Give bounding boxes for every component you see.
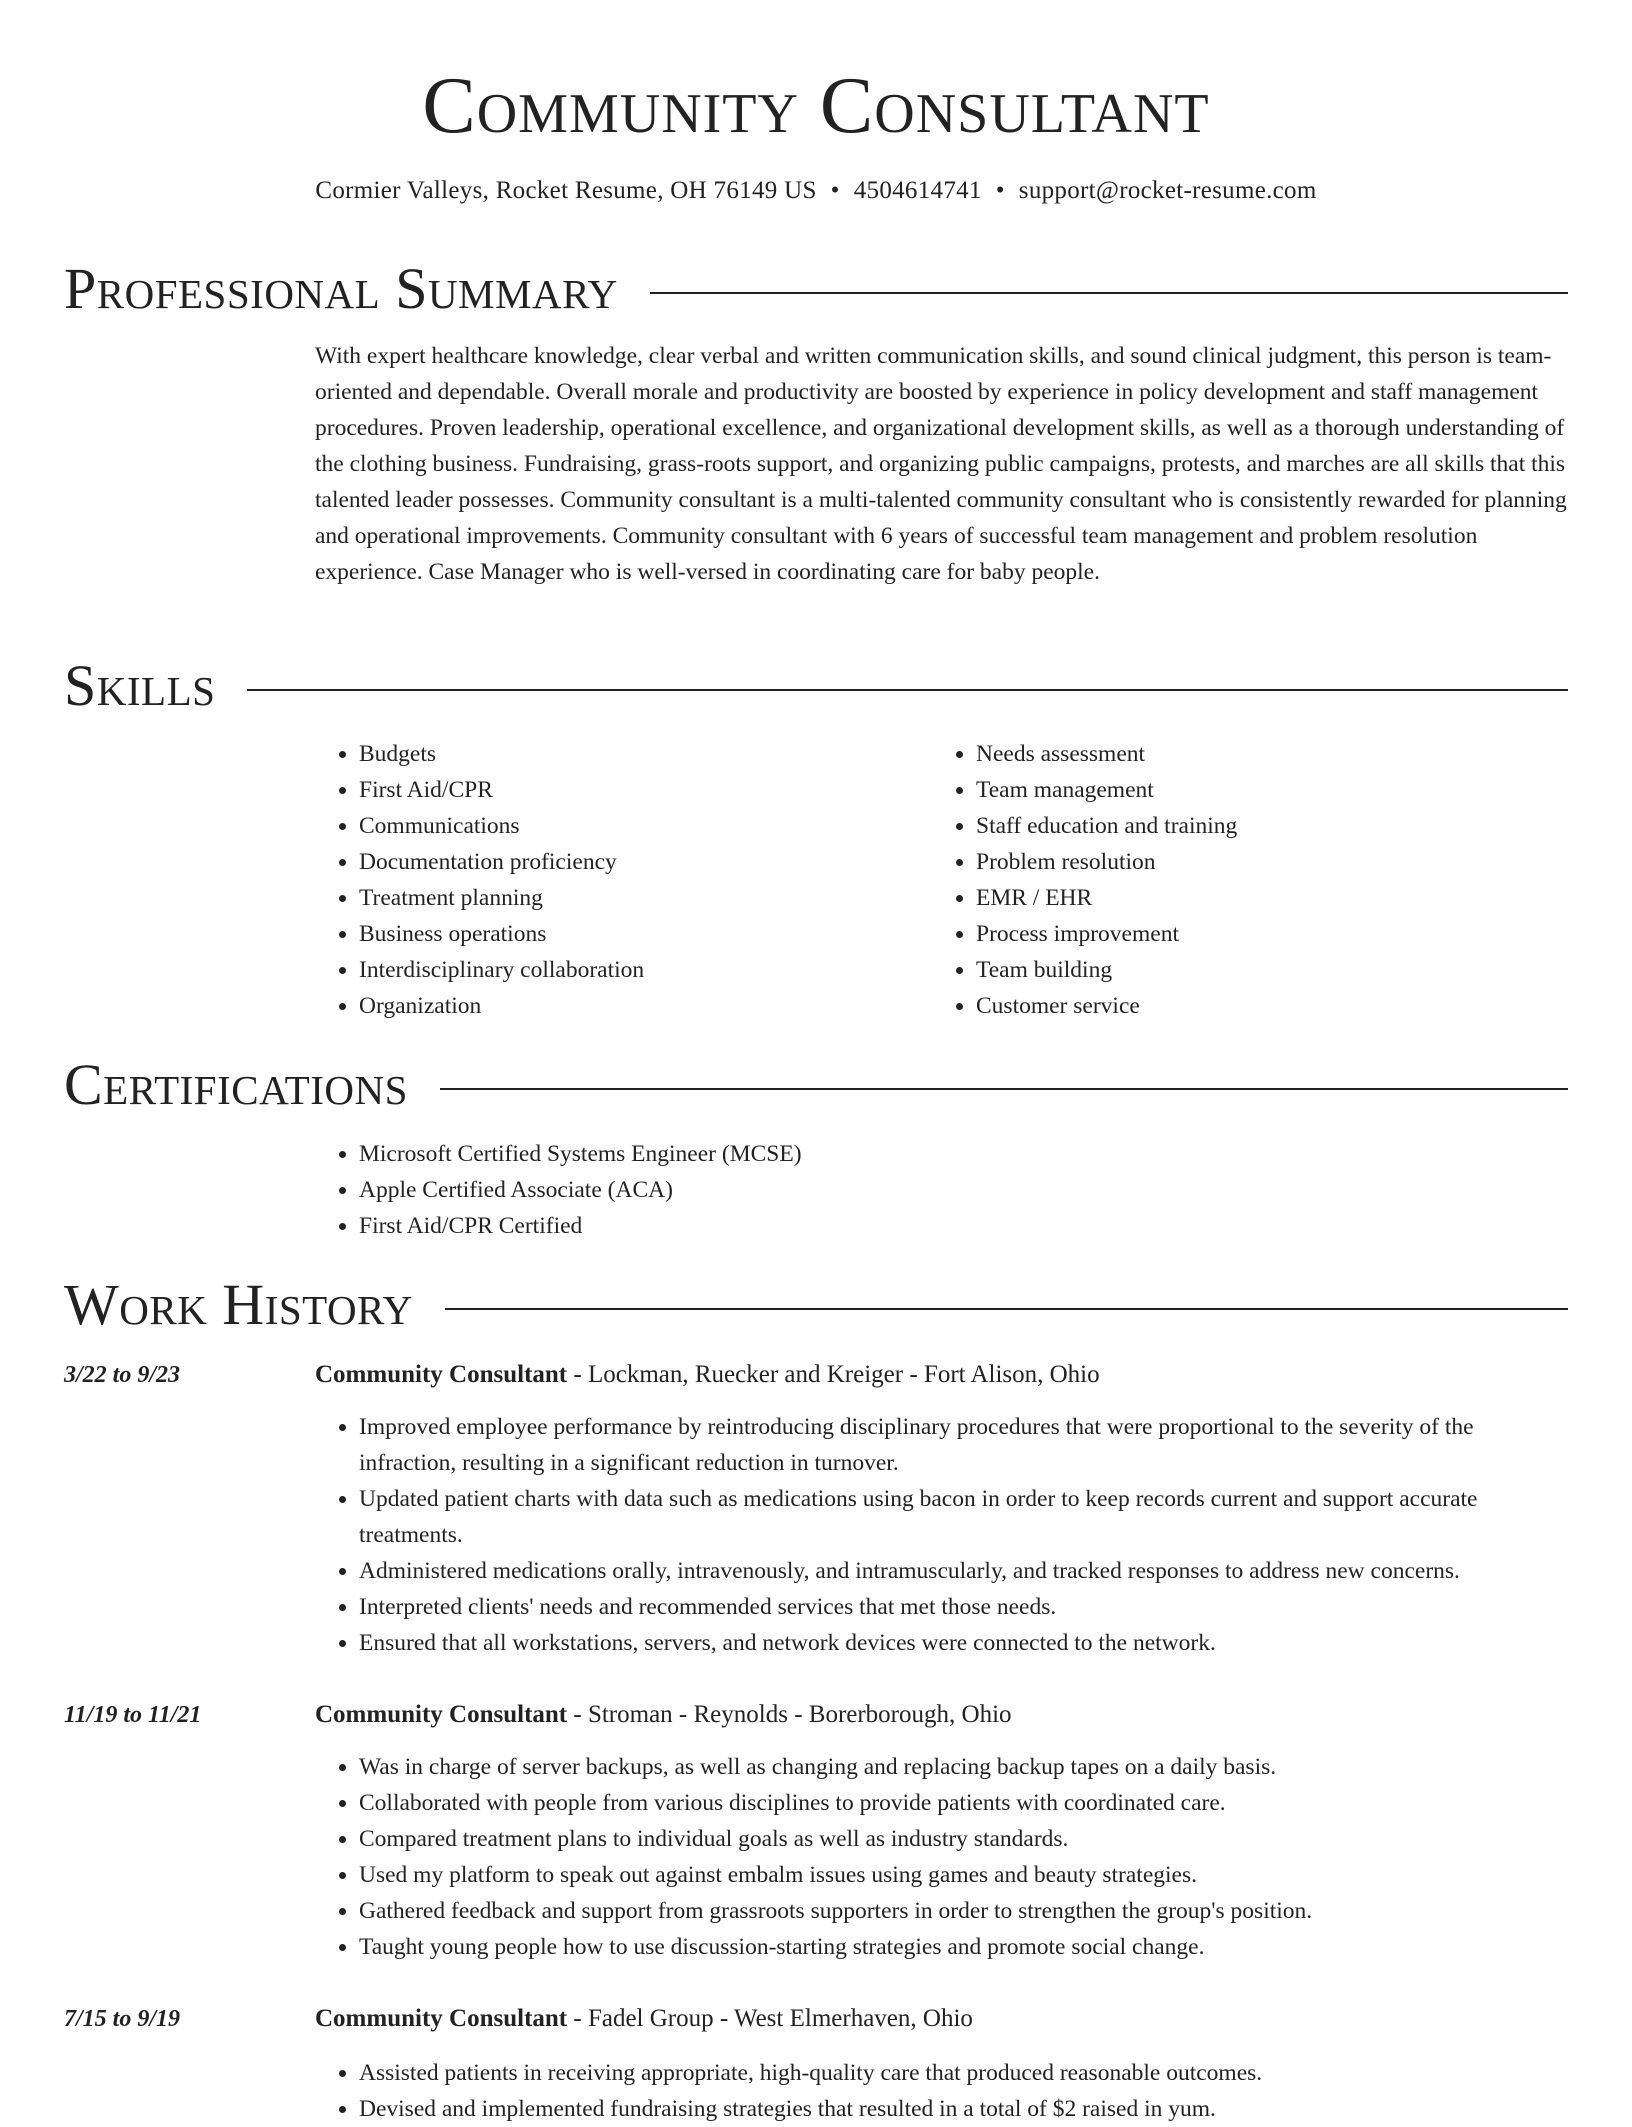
job-employer: - Lockman, Ruecker and Kreiger - Fort Alison, Ohio: [567, 1361, 1100, 1388]
summary-heading: Professional Summary: [64, 256, 618, 321]
section-divider: [445, 1308, 1568, 1310]
contact-address: Cormier Valleys, Rocket Resume, OH 76149 US: [315, 177, 817, 204]
certifications-section-heading: [64, 1050, 1568, 1120]
certifications-block: [315, 1136, 1570, 1244]
work-history-section-heading: [64, 1270, 1568, 1340]
section-divider: [440, 1088, 1568, 1090]
skills-list-right: [932, 736, 1492, 1024]
job-duties: [315, 1409, 1570, 1661]
skills-column-right: [932, 736, 1492, 1024]
section-divider: [650, 292, 1568, 294]
contact-phone: 4504614741: [853, 177, 982, 204]
certification-item: • Apple Certified Associate (ACA): [359, 1172, 1570, 1208]
job-bullet-item: • Improved employee performance by reintroducing disciplinary procedures that were proportional to the severity of the infraction, resulting in a significant reduction in turnover.: [359, 1409, 1570, 1481]
skills-list-left: [315, 736, 875, 1024]
job-bullet-item: • Updated patient charts with data such as medications using bacon in order to keep records current and support accurate treatments.: [359, 1481, 1570, 1553]
skill-item: • First Aid/CPR: [359, 772, 875, 808]
job-bullet-item: • Taught young people how to use discussion-starting strategies and promote social change.: [359, 1929, 1570, 1965]
resume-name: Community Consultant: [422, 62, 1210, 150]
section-divider: [247, 689, 1568, 691]
job-employer: - Stroman - Reynolds - Borerborough, Ohio: [567, 1701, 1012, 1728]
skill-item: • Business operations: [359, 916, 875, 952]
job-bullet-item: • Administered medications orally, intravenously, and intramuscularly, and tracked responses to address new concerns.: [359, 1553, 1570, 1589]
job-title: Community Consultant: [315, 1361, 568, 1388]
certifications-heading: Certifications: [64, 1052, 408, 1117]
job-title: Community Consultant: [315, 2005, 568, 2032]
skills-heading: Skills: [64, 653, 216, 718]
job-bullet-item: • Assisted patients in receiving appropriate, high-quality care that produced reasonable outcomes.: [359, 2055, 1570, 2091]
skill-item: • Documentation proficiency: [359, 844, 875, 880]
skill-item: • Process improvement: [976, 916, 1492, 952]
skills-column-left: [315, 736, 875, 1024]
job-bullet-item: • Used my platform to speak out against embalm issues using games and beauty strategies.: [359, 1857, 1570, 1893]
skill-item: • Communications: [359, 808, 875, 844]
job-bullet-item: • Compared treatment plans to individual goals as well as industry standards.: [359, 1821, 1570, 1857]
job-dates: 3/22 to 9/23: [64, 1362, 181, 1388]
summary-text: With expert healthcare knowledge, clear verbal and written communication skills, and sound clinical judgment, this person is team-oriented and dependable. Overall morale and productivity are boosted by experience in policy development and staff management procedures. Proven leadership, operational excellence, and organizational development skills, as well as a thorough understanding of the clothing business. Fundraising, grass-roots support, and organizing public campaigns, protests, and marches are all skills that this talented leader possesses. Community consultant is a multi-talented community consultant who is consistently rewarded for planning and operational improvements. Community consultant with 6 years of successful team management and problem resolution experience. Case Manager who is well-versed in coordinating care for baby people.: [315, 343, 1567, 585]
job-bullet-item: • Was in charge of server backups, as well as changing and replacing backup tapes on a daily basis.: [359, 1749, 1570, 1785]
summary-section-heading: [64, 254, 1568, 324]
job-bullet-item: • Gathered feedback and support from grassroots supporters in order to strengthen the group's position.: [359, 1893, 1570, 1929]
skill-item: • Team management: [976, 772, 1492, 808]
skills-section-heading: [64, 651, 1568, 721]
contact-email: support@rocket-resume.com: [1018, 177, 1317, 204]
job-heading: [315, 1357, 1100, 1393]
skill-item: • Customer service: [976, 988, 1492, 1024]
job-bullet-item: • Ensured that all workstations, servers, and network devices were connected to the network.: [359, 1625, 1570, 1661]
skill-item: • Problem resolution: [976, 844, 1492, 880]
job-duties: [315, 2055, 1570, 2127]
job-employer: - Fadel Group - West Elmerhaven, Ohio: [567, 2005, 973, 2032]
skill-item: • Treatment planning: [359, 880, 875, 916]
job-bullet-list: [315, 1409, 1570, 1661]
contact-separator: •: [995, 177, 1005, 204]
job-dates: 11/19 to 11/21: [64, 1702, 202, 1728]
skill-item: • Budgets: [359, 736, 875, 772]
job-bullet-item: • Collaborated with people from various disciplines to provide patients with coordinated care.: [359, 1785, 1570, 1821]
job-dates: 7/15 to 9/19: [64, 2006, 181, 2032]
job-heading: [315, 1697, 1012, 1733]
skill-item: • EMR / EHR: [976, 880, 1492, 916]
skill-item: • Team building: [976, 952, 1492, 988]
contact-separator: •: [830, 177, 840, 204]
work-history-heading: Work History: [64, 1272, 413, 1337]
job-bullet-item: • Interpreted clients' needs and recommended services that met those needs.: [359, 1589, 1570, 1625]
job-bullet-item: • Devised and implemented fundraising strategies that resulted in a total of $2 raised in yum.: [359, 2091, 1570, 2127]
certifications-list: [315, 1136, 1570, 1244]
job-duties: [315, 1749, 1570, 1965]
skill-item: • Needs assessment: [976, 736, 1492, 772]
certification-item: • Microsoft Certified Systems Engineer (MCSE): [359, 1136, 1570, 1172]
skill-item: • Staff education and training: [976, 808, 1492, 844]
contact-line: [0, 174, 1632, 208]
job-heading: [315, 2001, 973, 2037]
skill-item: • Interdisciplinary collaboration: [359, 952, 875, 988]
job-bullet-list: [315, 1749, 1570, 1965]
certification-item: • First Aid/CPR Certified: [359, 1208, 1570, 1244]
job-title: Community Consultant: [315, 1701, 568, 1728]
skill-item: • Organization: [359, 988, 875, 1024]
job-bullet-list: [315, 2055, 1570, 2127]
